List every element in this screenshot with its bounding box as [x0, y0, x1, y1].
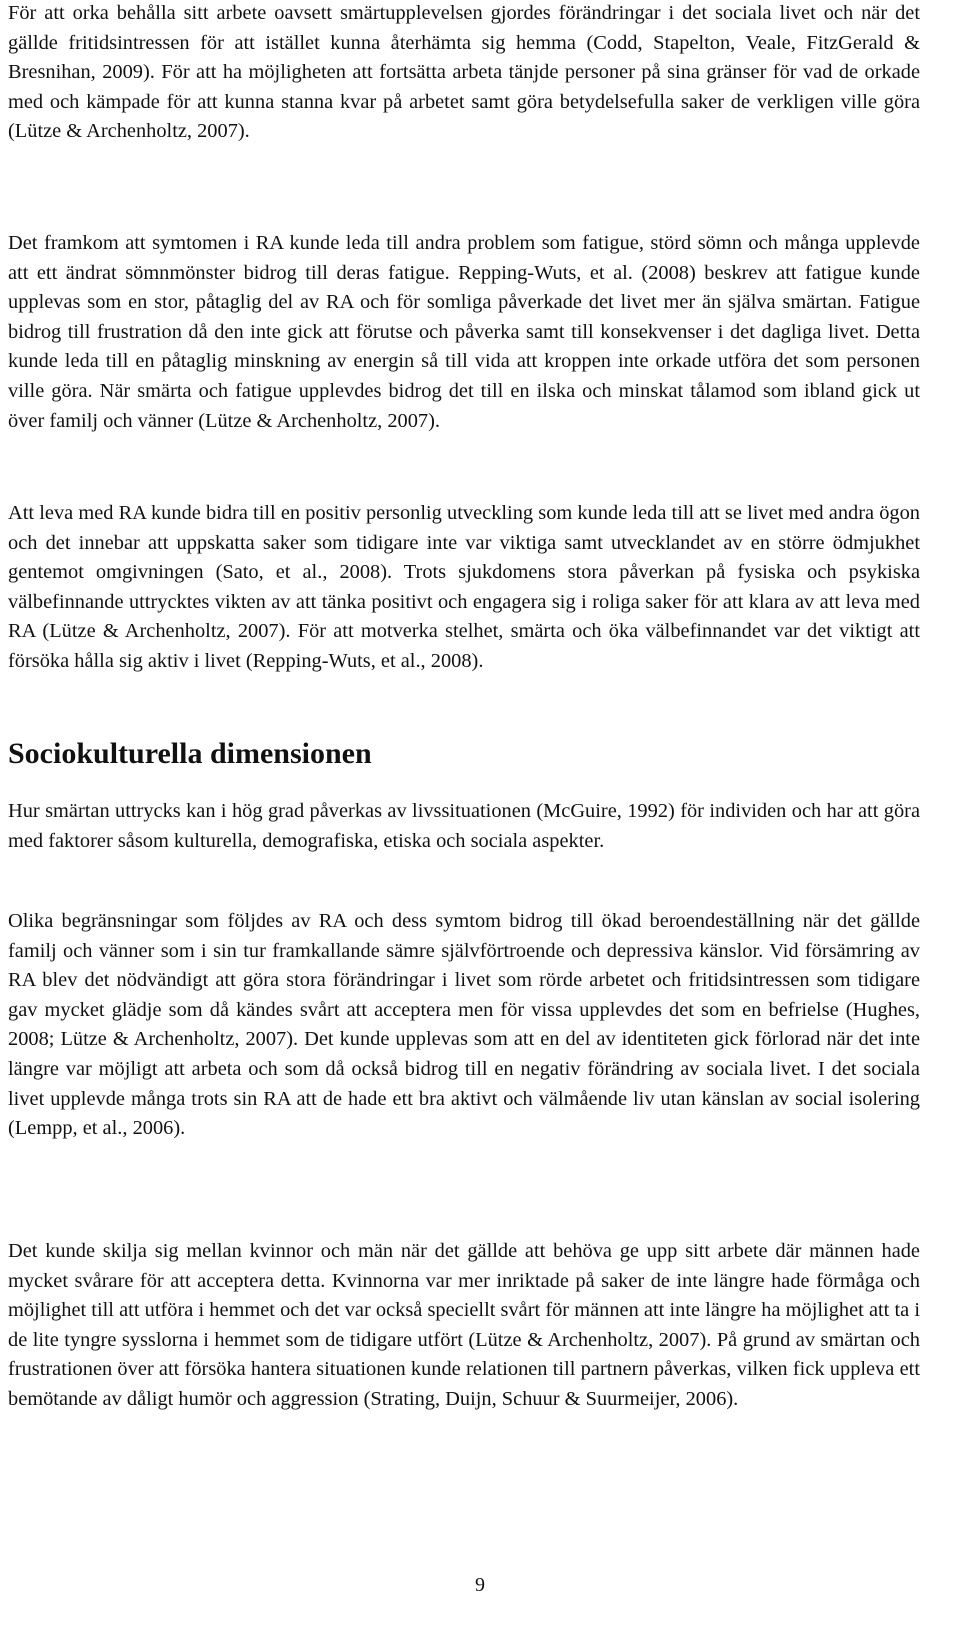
body-paragraph: Att leva med RA kunde bidra till en positiv personlig utveckling som kunde leda till att se livet med andra ögon och det innebar att uppskatta saker som tidigare inte var viktiga samt utvecklandet av en större ödmjukhet gentemot omgivningen (Sato, et al., 2008). Trots sjukdomens stora påverkan på fysiska och psykiska välbefinnande uttrycktes vikten av att tänka positivt och engagera sig i roliga saker för att klara av att leva med RA (Lütze & Archenholtz, 2007). För att motverka stelhet, smärta och öka välbefinnandet var det viktigt att försöka hålla sig aktiv i livet (Repping-Wuts, et al., 2008).	[8, 502, 920, 672]
page-number: 9	[475, 1574, 485, 1596]
body-paragraph: Det kunde skilja sig mellan kvinnor och män när det gällde att behöva ge upp sitt arbete där männen hade mycket svårare för att acceptera detta. Kvinnorna var mer inriktade på saker de inte längre hade förmåga och möjlighet till att utföra i hemmet och det var också speciellt svårt för männen att inte längre ha möjlighet att ta i de lite tyngre sysslorna i hemmet som de tidigare utfört (Lütze & Archenholtz, 2007). På grund av smärtan och frustrationen över att försöka hantera situationen kunde relationen till partnern påverkas, vilken fick uppleva ett bemötande av dåligt humör och aggression (Strating, Duijn, Schuur & Suurmeijer, 2006).	[8, 1240, 920, 1410]
body-paragraph: Det framkom att symtomen i RA kunde leda till andra problem som fatigue, störd sömn och många upplevde att ett ändrat sömnmönster bidrog till deras fatigue. Repping-Wuts, et al. (2008) beskrev att fatigue kunde upplevas som en stor, påtaglig del av RA och för somliga påverkade det livet mer än själva smärtan. Fatigue bidrog till frustration då den inte gick att förutse och påverka samt till konsekvenser i det dagliga livet. Detta kunde leda till en påtaglig minskning av energin så till vida att kroppen inte orkade utföra det som personen ville göra. När smärta och fatigue upplevdes bidrog det till en ilska och minskat tålamod som ibland gick ut över familj och vänner (Lütze & Archenholtz, 2007).	[8, 232, 920, 432]
body-paragraph: För att orka behålla sitt arbete oavsett smärtupplevelsen gjordes förändringar i det sociala livet och när det gällde fritidsintressen för att istället kunna återhämta sig hemma (Codd, Stapelton, Veale, FitzGerald & Bresnihan, 2009). För att ha möjligheten att fortsätta arbeta tänjde personer på sina gränser för vad de orkade med och kämpade för att kunna stanna kvar på arbetet samt göra betydelsefulla saker de verkligen ville göra (Lütze & Archenholtz, 2007).	[8, 2, 920, 143]
body-paragraph: Olika begränsningar som följdes av RA och dess symtom bidrog till ökad beroendeställning när det gällde familj och vänner som i sin tur framkallande sämre självförtroende och depressiva känslor. Vid försämring av RA blev det nödvändigt att göra stora förändringar i livet som rörde arbetet och fritidsintressen som tidigare gav mycket glädje som då kändes svårt att acceptera men för vissa upplevdes det som en befrielse (Hughes, 2008; Lütze & Archenholtz, 2007). Det kunde upplevas som att en del av identiteten gick förlorad när det inte längre var möjligt att arbeta och som då också bidrog till en negativ förändring av sociala livet. I det sociala livet upplevde många trots sin RA att de hade ett bra aktivt och välmående liv utan känslan av social isolering (Lempp, et al., 2006).	[8, 910, 920, 1140]
section-heading: Sociokulturella dimensionen	[8, 737, 372, 770]
body-paragraph: Hur smärtan uttrycks kan i hög grad påverkas av livssituationen (McGuire, 1992) för individen och har att göra med faktorer såsom kulturella, demografiska, etiska och sociala aspekter.	[8, 800, 920, 852]
